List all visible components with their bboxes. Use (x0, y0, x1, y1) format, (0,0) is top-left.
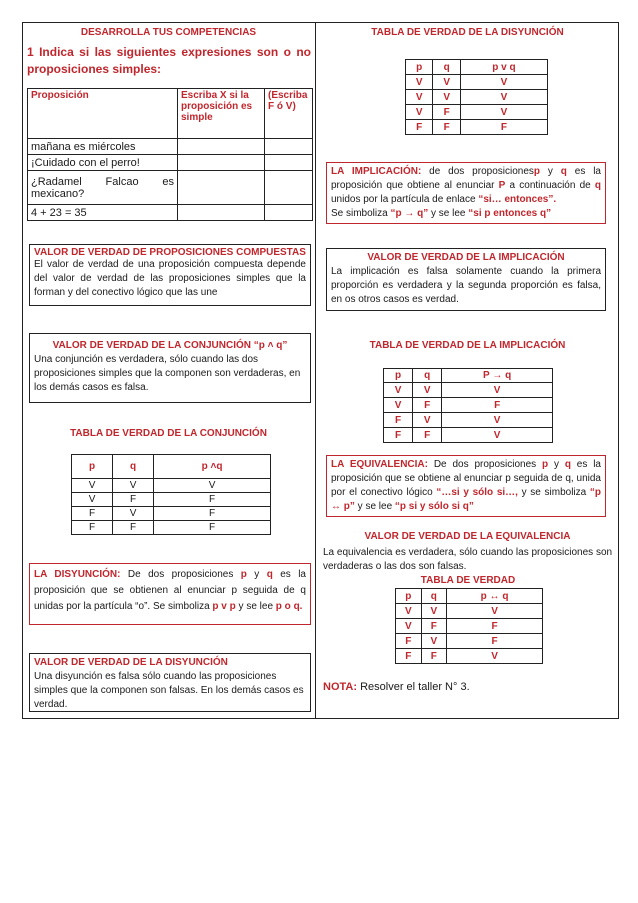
nota-label: NOTA: (323, 681, 358, 693)
valor-implicacion-box (326, 248, 606, 311)
compuestas-text: El valor de verdad de una proposición compuesta depende del valor de verdad de las proposiciones simples que la forman y del conectivo lógico que las une (34, 259, 306, 298)
disyuncion-text: es la proposición que se obtienen al enunciar p seguida de q unidas por la partícula “o”. Se simboliza (34, 569, 306, 612)
valor-disyuncion-box (29, 653, 311, 712)
implicacion-read: “si p entonces q” (468, 208, 552, 219)
equivalencia-q: q (564, 459, 571, 470)
equivalencia-symbol: “p ↔ p” (331, 487, 601, 512)
impl-h-pq: P → q (442, 369, 553, 383)
prop-header-proposicion: Proposición (28, 89, 178, 139)
conj-cell: V (72, 493, 113, 507)
nota (323, 681, 470, 693)
disyuncion-p: p (240, 569, 247, 580)
disyuncion-text: y (246, 569, 267, 580)
disy-cell: V (433, 90, 460, 105)
equiv-cell: F (421, 649, 447, 664)
prop-row-4: 4 + 23 = 35 (28, 205, 178, 221)
tabla-equivalencia-title: TABLA DE VERDAD (420, 575, 516, 586)
implicacion-box (326, 162, 606, 224)
disyuncion-label: LA DISYUNCIÓN: (34, 569, 121, 580)
implicacion-text: y (540, 166, 561, 177)
valor-equivalencia-text: La equivalencia es verdadera, sólo cuando las proposiciones son verdaderas o las dos son falsas. (323, 547, 613, 572)
implicacion-p: p (533, 166, 540, 177)
nota-text: Resolver el taller N° 3. (357, 681, 470, 693)
implicacion-text: de dos proposiciones (421, 166, 534, 177)
disyuncion-symbol: p v p (212, 601, 236, 612)
disy-h-pq: p v q (460, 60, 547, 75)
prop-row-2-simple[interactable] (178, 155, 265, 171)
equivalencia-text: y se simboliza (517, 487, 590, 498)
equivalencia-label: LA EQUIVALENCIA: (331, 459, 428, 470)
implicacion-q: q (560, 166, 567, 177)
implicacion-P: P (498, 180, 506, 191)
implicacion-symbol: “p → q” (390, 208, 429, 219)
equiv-cell: F (447, 634, 543, 649)
disy-cell: V (433, 75, 460, 90)
impl-cell: F (413, 428, 442, 443)
impl-cell: F (384, 428, 413, 443)
tabla-disyuncion (405, 59, 548, 135)
equiv-cell: F (396, 634, 422, 649)
conj-cell: F (154, 493, 271, 507)
disyuncion-read: p o q. (275, 601, 303, 612)
conj-cell: V (113, 479, 154, 493)
compuestas-title: VALOR DE VERDAD DE PROPOSICIONES COMPUESTAS (34, 247, 306, 258)
prop-row-3-fv[interactable] (265, 171, 313, 205)
impl-cell: V (413, 383, 442, 398)
disy-cell: V (406, 105, 433, 120)
impl-cell: V (384, 383, 413, 398)
equiv-cell: V (447, 604, 543, 619)
tabla-conjuncion-title: TABLA DE VERDAD DE LA CONJUNCIÓN (70, 428, 267, 439)
equivalencia-text: y (548, 459, 565, 470)
implicacion-text: a continuación de (505, 180, 595, 191)
prop-row-4-fv[interactable] (265, 205, 313, 221)
equiv-h-p: p (396, 589, 422, 604)
equivalencia-text: es la proposición que se obtiene al enunciar p seguida de q, unida por el conectivo lógico (331, 459, 601, 498)
valor-equivalencia-title: VALOR DE VERDAD DE LA EQUIVALENCIA (364, 531, 571, 542)
impl-cell: F (413, 398, 442, 413)
equiv-cell: V (396, 619, 422, 634)
impl-cell: V (384, 398, 413, 413)
tabla-equivalencia (395, 588, 543, 664)
disy-cell: V (460, 105, 547, 120)
prop-row-3: ¿Radamel Falcao es mexicano? (28, 171, 178, 205)
conj-cell: V (72, 479, 113, 493)
equiv-h-pq: p ↔ q (447, 589, 543, 604)
conj-h-q: q (113, 455, 154, 479)
column-divider (315, 22, 316, 719)
equiv-h-q: q (421, 589, 447, 604)
conj-h-p: p (72, 455, 113, 479)
prop-row-2: ¡Cuidado con el perro! (28, 155, 178, 171)
conjuncion-box (29, 333, 311, 403)
disy-cell: V (406, 75, 433, 90)
implicacion-enlace: “si… entonces”. (478, 194, 557, 205)
conj-cell: V (154, 479, 271, 493)
tabla-implicacion (383, 368, 553, 443)
disy-cell: V (406, 90, 433, 105)
disyuncion-box (29, 563, 311, 625)
conjuncion-text: Una conjunción es verdadera, sólo cuando las dos proposiciones simples que la componen son verdaderas, en los demás casos es falsa. (34, 354, 301, 393)
equiv-cell: F (396, 649, 422, 664)
disy-cell: F (433, 105, 460, 120)
proposition-table (27, 88, 313, 221)
disy-cell: F (406, 120, 433, 135)
valor-implicacion-title: VALOR DE VERDAD DE LA IMPLICACIÓN (367, 252, 565, 263)
implicacion-text: Se simboliza (331, 208, 391, 219)
tabla-disyuncion-title: TABLA DE VERDAD DE LA DISYUNCIÓN (371, 27, 564, 38)
equivalencia-read: “p si y sólo si q” (394, 501, 474, 512)
impl-cell: F (442, 398, 553, 413)
prop-row-2-fv[interactable] (265, 155, 313, 171)
equivalencia-text: De dos proposiciones (427, 459, 542, 470)
conj-cell: F (72, 507, 113, 521)
prop-row-3-simple[interactable] (178, 171, 265, 205)
conj-h-pq: p ˄q (154, 455, 271, 479)
equivalencia-text: y se lee (354, 501, 395, 512)
implicacion-text: es la proposición que obtiene al enunciar (331, 166, 601, 191)
equiv-cell: F (421, 619, 447, 634)
disy-cell: V (460, 75, 547, 90)
prop-header-simple: Escriba X si la proposición es simple (178, 89, 265, 139)
equiv-cell: F (447, 619, 543, 634)
tabla-conjuncion (71, 454, 271, 535)
implicacion-text: y se lee (428, 208, 469, 219)
disy-cell: V (460, 90, 547, 105)
disyuncion-q: q (266, 569, 273, 580)
equiv-cell: V (396, 604, 422, 619)
disy-cell: F (460, 120, 547, 135)
prop-row-4-simple[interactable] (178, 205, 265, 221)
prop-header-fv: (Escriba F ó V) (265, 89, 313, 139)
conj-cell: F (113, 493, 154, 507)
equiv-cell: V (421, 604, 447, 619)
compuestas-box (29, 244, 311, 306)
implicacion-text: unidos por la partícula de enlace (331, 194, 479, 205)
impl-h-p: p (384, 369, 413, 383)
tabla-implicacion-title: TABLA DE VERDAD DE LA IMPLICACIÓN (369, 340, 566, 351)
conj-cell: F (72, 521, 113, 535)
valor-disyuncion-title: VALOR DE VERDAD DE LA DISYUNCIÓN (34, 657, 228, 668)
impl-cell: V (442, 383, 553, 398)
valor-implicacion-text: La implicación es falsa solamente cuando la primera proporción es verdadera y la segunda proporción es falsa, en os otros casos es verdad. (331, 266, 601, 305)
prop-row-1-simple[interactable] (178, 139, 265, 155)
equiv-cell: V (447, 649, 543, 664)
prop-row-1: mañana es miércoles (28, 139, 178, 155)
equivalencia-box (326, 455, 606, 517)
section-heading: DESARROLLA TUS COMPETENCIAS (80, 27, 257, 38)
disy-h-p: p (406, 60, 433, 75)
conj-cell: F (113, 521, 154, 535)
disy-cell: F (433, 120, 460, 135)
equivalencia-p: p (542, 459, 549, 470)
disyuncion-text: y se lee (235, 601, 276, 612)
conj-cell: F (154, 507, 271, 521)
impl-cell: V (442, 413, 553, 428)
implicacion-label: LA IMPLICACIÓN: (331, 166, 422, 177)
disyuncion-text: De dos proposiciones (120, 569, 241, 580)
equiv-cell: V (421, 634, 447, 649)
equivalencia-enlace: “…si y sólo si…, (436, 487, 518, 498)
conj-cell: F (154, 521, 271, 535)
implicacion-q2: q (594, 180, 602, 191)
conj-cell: V (113, 507, 154, 521)
conjuncion-title: VALOR DE VERDAD DE LA CONJUNCIÓN “p ˄ q” (52, 340, 288, 351)
impl-cell: F (384, 413, 413, 428)
instruction: 1 Indica si las siguientes expresiones son o no proposiciones simples: (27, 45, 311, 76)
disy-h-q: q (433, 60, 460, 75)
impl-h-q: q (413, 369, 442, 383)
prop-row-1-fv[interactable] (265, 139, 313, 155)
impl-cell: V (442, 428, 553, 443)
valor-disyuncion-text: Una disyunción es falsa sólo cuando las proposiciones simples que la componen son falsas. En los demás casos es verdad. (34, 671, 304, 710)
impl-cell: V (413, 413, 442, 428)
